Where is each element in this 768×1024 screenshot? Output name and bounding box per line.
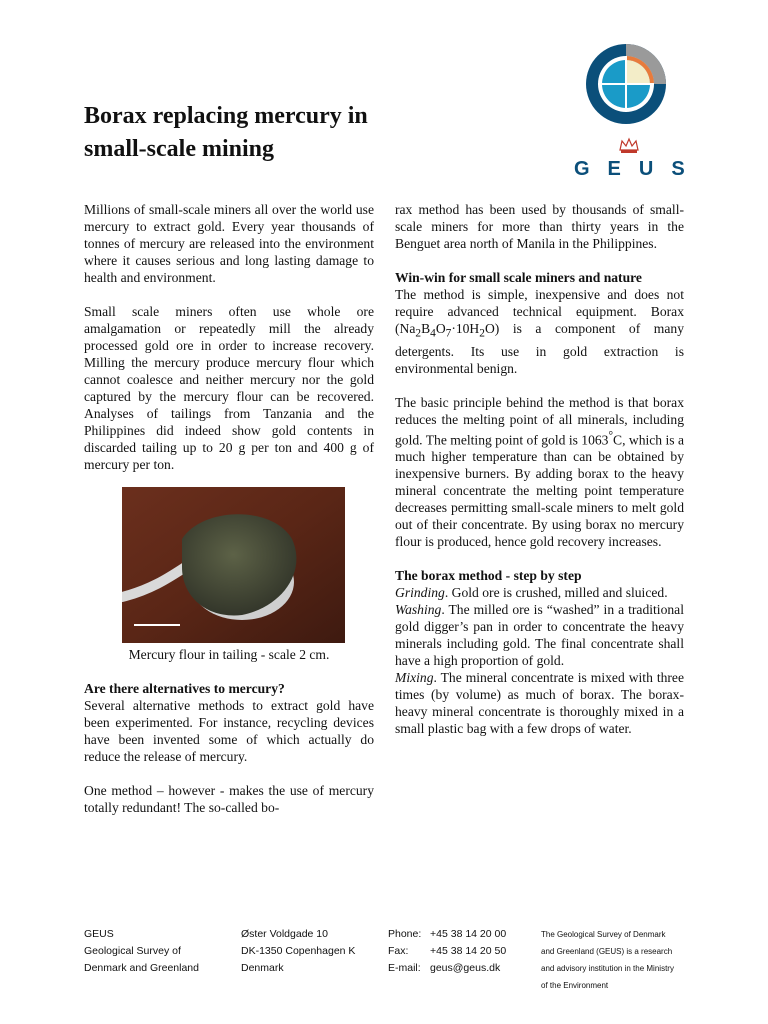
heading-alternatives: Are there alternatives to mercury? bbox=[84, 681, 285, 696]
crown-icon bbox=[620, 139, 638, 153]
benguet-paragraph: rax method has been used by thousands of small-scale miners for more than thirty years in the Benguet area north of Manila in the Philippines. bbox=[395, 202, 684, 251]
footer-address: Øster Voldgade 10 DK-1350 Copenhagen K Denmark bbox=[241, 928, 356, 974]
heading-win-win: Win-win for small scale miners and nature bbox=[395, 270, 642, 285]
email-label: E-mail: bbox=[388, 962, 421, 974]
heading-steps: The borax method - step by step bbox=[395, 568, 582, 584]
borax-paragraph: The method is simple, inexpensive and does not require advanced technical equipment. Borax $(Na_2B_4O_7\cdot 10H_2O)$ is a component of many detergents. Its use in gold extraction is environmental benign. bbox=[395, 287, 684, 376]
email-link[interactable]: geus@geus.dk bbox=[430, 962, 501, 974]
intro-paragraph: Millions of small-scale miners all over the world use mercury to extract gold. Every year thousands of tonnes of mercury are released into the environment where it causes serious and long lasting damage to health and environment. bbox=[84, 202, 374, 285]
step-washing: Washing. The milled ore is “washed” in a traditional gold digger’s pan in order to concentrate the heavy minerals including gold. The final concentrate shall have a high proportion of gold. bbox=[395, 602, 684, 669]
right-column bbox=[395, 201, 684, 737]
principle-paragraph: The basic principle behind the method is that borax reduces the melting point of all minerals, including gold. The melting point of gold is 1063°C, which is a much higher temperature than can be obtained by inexpensive burners. By adding borax to the heavy mineral concentrate the melting point temperature decreases permitting small-scale miners to melt gold out of their concentrate. By using borax no mercury flour is produced, hence gold recovery increases. bbox=[395, 394, 685, 550]
phone-value: +45 38 14 20 00 bbox=[430, 928, 507, 940]
alternatives-paragraph: Several alternative methods to extract gold have been experimented. For instance, recycling devices have been invented some of which actually do reduce the release of mercury. bbox=[84, 698, 374, 764]
left-column bbox=[84, 201, 374, 833]
footer-contact bbox=[388, 926, 533, 977]
title-line-2: small-scale mining bbox=[84, 136, 274, 162]
step-mixing: Mixing. The mineral concentrate is mixed with three times (by volume) as much of borax. The borax-heavy mineral concentrate is thoroughly mixed in a small plastic bag with a few drops of water. bbox=[395, 670, 684, 737]
footer-note: The Geological Survey of Denmark and Greenland (GEUS) is a research and advisory institution in the Ministry of the Environment bbox=[541, 930, 674, 990]
footer-org: GEUS Geological Survey of Denmark and Greenland bbox=[84, 928, 199, 974]
phone-label: Phone: bbox=[388, 928, 422, 940]
title-line-1: Borax replacing mercury in bbox=[84, 103, 368, 129]
method-paragraph: One method – however - makes the use of mercury totally redundant! The so-called bo- bbox=[84, 783, 374, 815]
geus-logo bbox=[572, 40, 703, 190]
page-title bbox=[84, 100, 444, 166]
mercury-flour-photo bbox=[122, 487, 345, 643]
step-grinding: Grinding. Gold ore is crushed, milled and sluiced. bbox=[395, 585, 668, 601]
photo-caption: Mercury flour in tailing - scale 2 cm. bbox=[128, 647, 330, 662]
geus-logo-text: GEUS bbox=[574, 158, 703, 180]
milling-paragraph: Small scale miners often use whole ore amalgamation or repeatedly mill the already processed gold ore in order to increase recovery. Milling the mercury produce mercury flour which cannot coalesce and neither mercury nor the gold captured by the mercury flour can be recovered. Analyses of tailings from Tanzania and the Philippines did indeed show gold contents in discarded tailing up to 20 g per ton and 400 g of mercury per ton. bbox=[84, 304, 374, 472]
fax-label: Fax: bbox=[388, 945, 409, 957]
fax-value: +45 38 14 20 50 bbox=[430, 945, 507, 957]
